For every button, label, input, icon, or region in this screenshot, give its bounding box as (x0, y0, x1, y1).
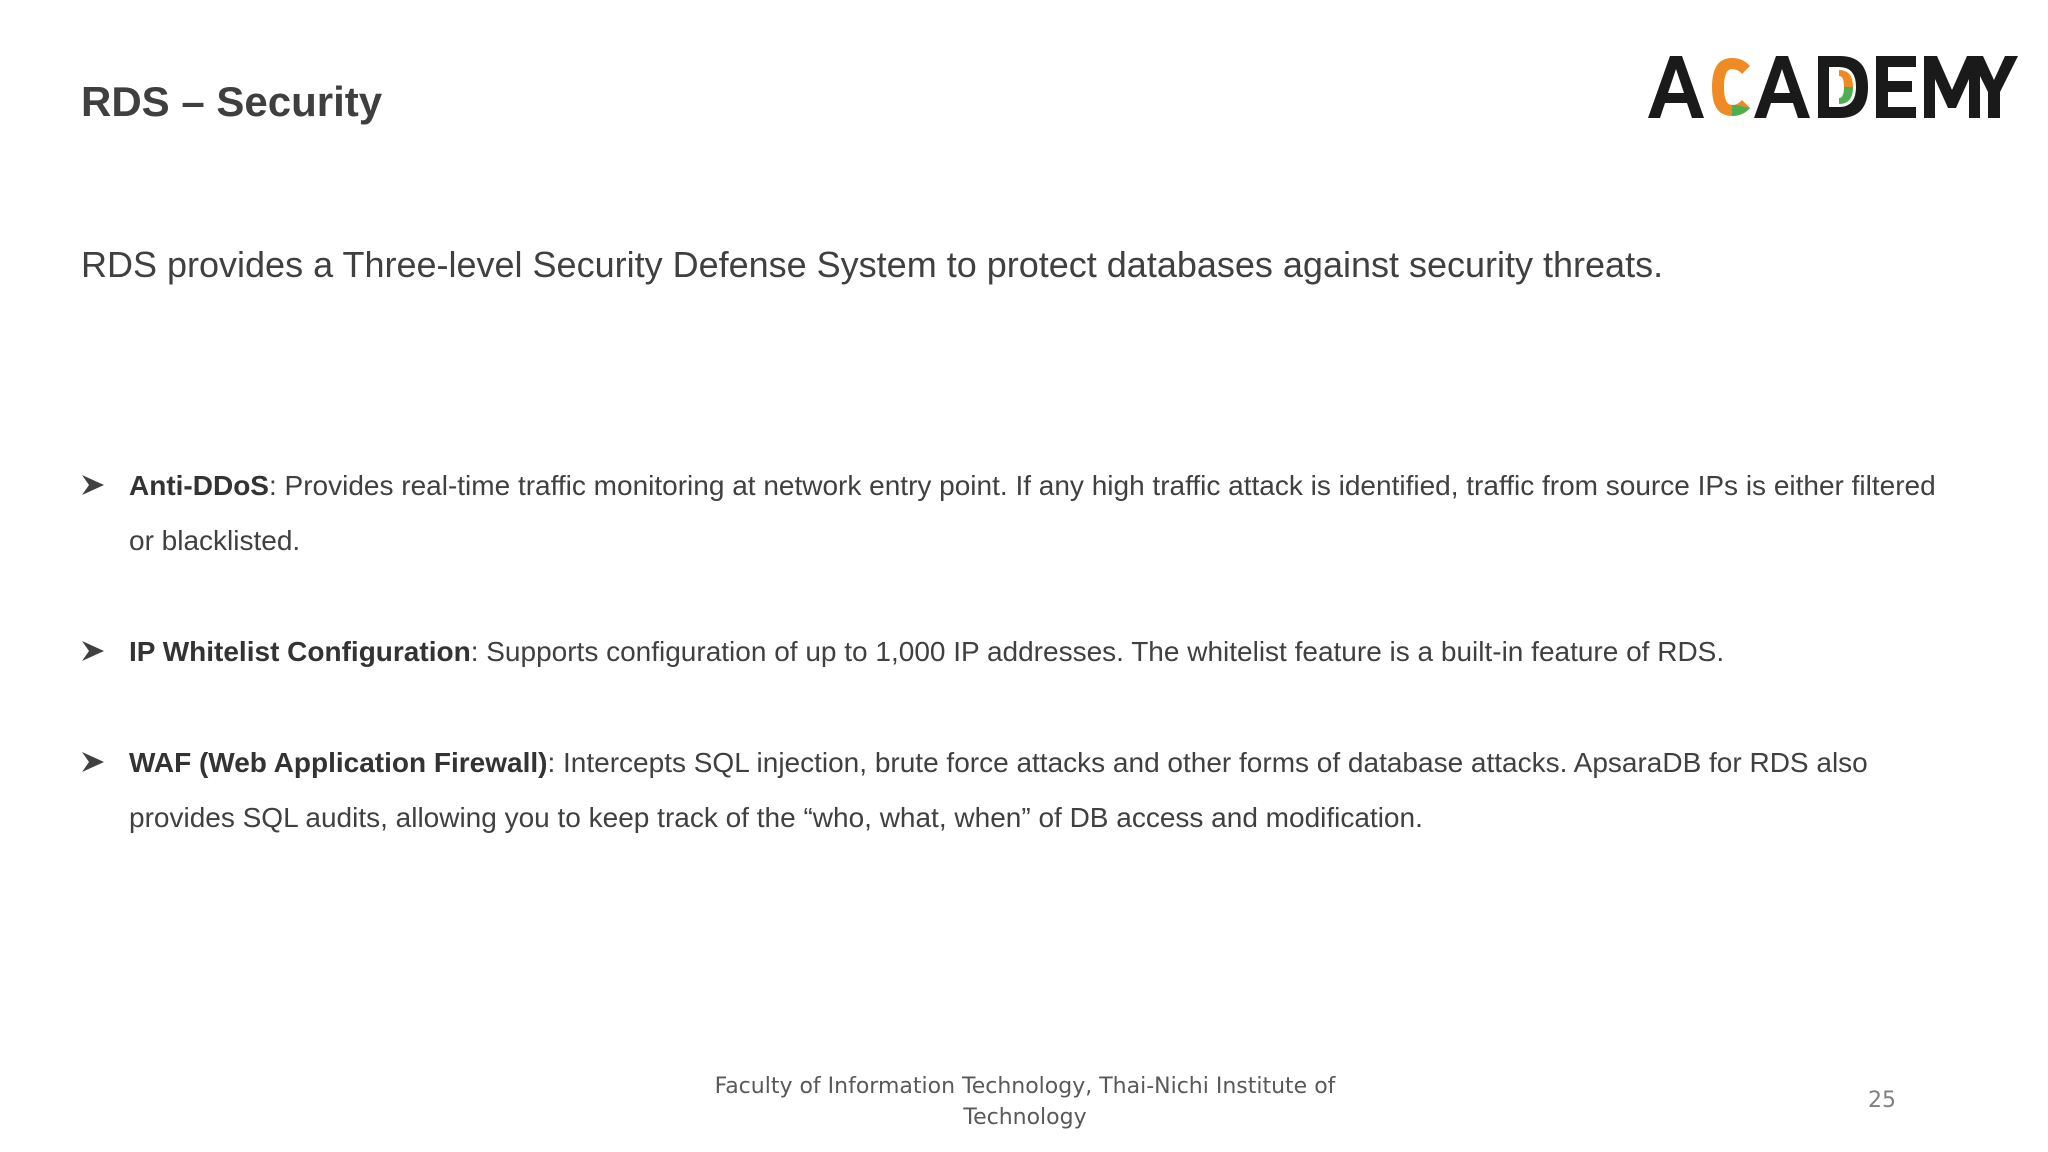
bullet-text: : Provides real-time traffic monitoring at network entry point. If any high traffic attack is identified, traffic from source IPs is either filtered or blacklisted. (129, 470, 1936, 556)
intro-text: RDS provides a Three-level Security Defense System to protect databases against security threats. (81, 244, 1664, 285)
footer-institution: Faculty of Information Technology, Thai-Nichi Institute of Technology (714, 1074, 1336, 1130)
security-bullet-list (80, 458, 1950, 845)
bullet-term: IP Whitelist Configuration (129, 636, 471, 667)
slide-title: RDS – Security (81, 78, 383, 125)
bullet-waf (80, 735, 1950, 845)
page-number: 25 (1868, 1088, 1896, 1113)
arrow-bullet-icon (82, 458, 106, 513)
arrow-bullet-icon (82, 624, 106, 679)
bullet-text: : Intercepts SQL injection, brute force attacks and other forms of database attacks. ApsaraDB for RDS also provides SQL audits, allowing you to keep track of the “who, what, when” of DB access and modification. (129, 747, 1868, 833)
bullet-ip-whitelist (80, 624, 1950, 679)
bullet-term: Anti-DDoS (129, 470, 269, 501)
arrow-bullet-icon (82, 735, 106, 790)
bullet-anti-ddos (80, 458, 1950, 568)
academy-logo (1648, 48, 2018, 128)
bullet-term: WAF (Web Application Firewall) (129, 747, 548, 778)
bullet-text: : Supports configuration of up to 1,000 IP addresses. The whitelist feature is a built-in feature of RDS. (470, 636, 1725, 667)
